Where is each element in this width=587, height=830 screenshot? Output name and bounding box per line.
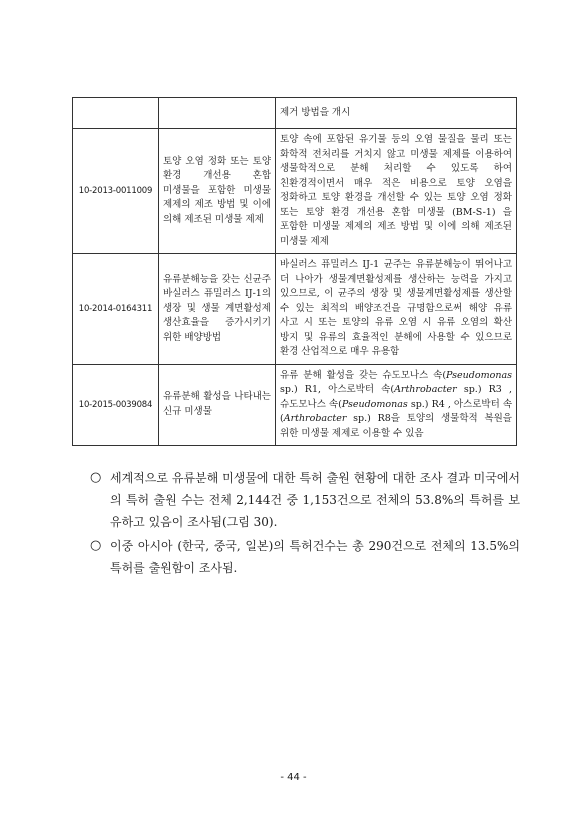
bullet-item — [90, 535, 520, 579]
table-row — [73, 129, 517, 254]
patent-title-cell — [159, 98, 276, 129]
circle-bullet-icon: ○ — [90, 538, 102, 553]
patent-description-cell: 바실러스 퓨밀러스 IJ-1 균주는 유류분해능이 뛰어나고 더 나아가 생물계면활성제를 생산하는 능력을 가지고 있으므로, 이 균주의 생장 및 생물계면활성제를 생산할 수 있는 최적의 배양조건을 규명함으로써 해양 유류 사고 시 또는 토양의 유류 오염 시 유류 오염의 확산 방지 및 유류의 효율적인 분해에 사용할 수 있으므로 환경 산업적으로 매우 유용함 — [276, 254, 517, 365]
patent-number-cell — [73, 98, 159, 129]
table-row — [73, 254, 517, 365]
patent-title-cell: 유류분해 활성을 나타내는 신규 미생물 — [159, 364, 276, 446]
patent-description-cell: 토양 속에 포함된 유기물 등의 오염 물질을 물리 또는 화학적 전처리를 거치지 않고 미생물 제제를 이용하여 생물학적으로 분해 처리할 수 있도록 하여 친환경적이면서 매우 적은 비용으로 토양 오염을 정화하고 토양 환경을 개선할 수 있는 토양 오염 정화 또는 토양 환경 개선용 혼합 미생물 (BM-S-1) 을 포함한 미생물 제제의 제조 방법 및 이에 의해 제조된 미생물 제제 — [276, 129, 517, 254]
bullet-item — [90, 467, 520, 533]
patent-description-cell: 유류 분해 활성을 갖는 슈도모나스 속(Pseudomonas sp.) R1, 아스로박터 속(Arthrobacter sp.) R3 , 슈도모나스 속(Pseudomonas sp.) R4 , 아스로박터 속(Arthrobacter sp.) R8을 토양의 생물학적 복원을 위한 미생물 제제로 이용할 수 있음 — [276, 364, 517, 446]
patent-title-cell: 토양 오염 정화 또는 토양 환경 개선용 혼합 미생물을 포함한 미생물 제제의 제조 방법 및 이에 의해 제조된 미생물 제제 — [159, 129, 276, 254]
patent-number-cell: 10-2013-0011009 — [73, 129, 159, 254]
circle-bullet-icon: ○ — [90, 470, 102, 485]
table-row — [73, 98, 517, 129]
bullet-list — [90, 467, 520, 581]
patent-number-cell: 10-2015-0039084 — [73, 364, 159, 446]
bullet-text: 세계적으로 유류분해 미생물에 대한 특허 출원 현황에 대한 조사 결과 미국에서의 특허 출원 수는 전체 2,144건 중 1,153건으로 전체의 53.8%의 특허를 보유하고 있음이 조사됨(그림 30). — [110, 471, 520, 529]
bullet-text: 이중 아시아 (한국, 중국, 일본)의 특허건수는 총 290건으로 전체의 13.5%의 특허를 출원함이 조사됨. — [110, 539, 520, 575]
page-number: - 44 - — [280, 772, 307, 783]
patent-title-cell: 유류분해능을 갖는 신균주 바실러스 퓨밀러스 IJ-1의 생장 및 생물 계면활성제 생산효율을 증가시키기 위한 배양방법 — [159, 254, 276, 365]
patent-description-cell: 제거 방법을 개시 — [276, 98, 517, 129]
table-row — [73, 364, 517, 446]
patent-number-cell: 10-2014-0164311 — [73, 254, 159, 365]
patent-table — [72, 97, 517, 446]
